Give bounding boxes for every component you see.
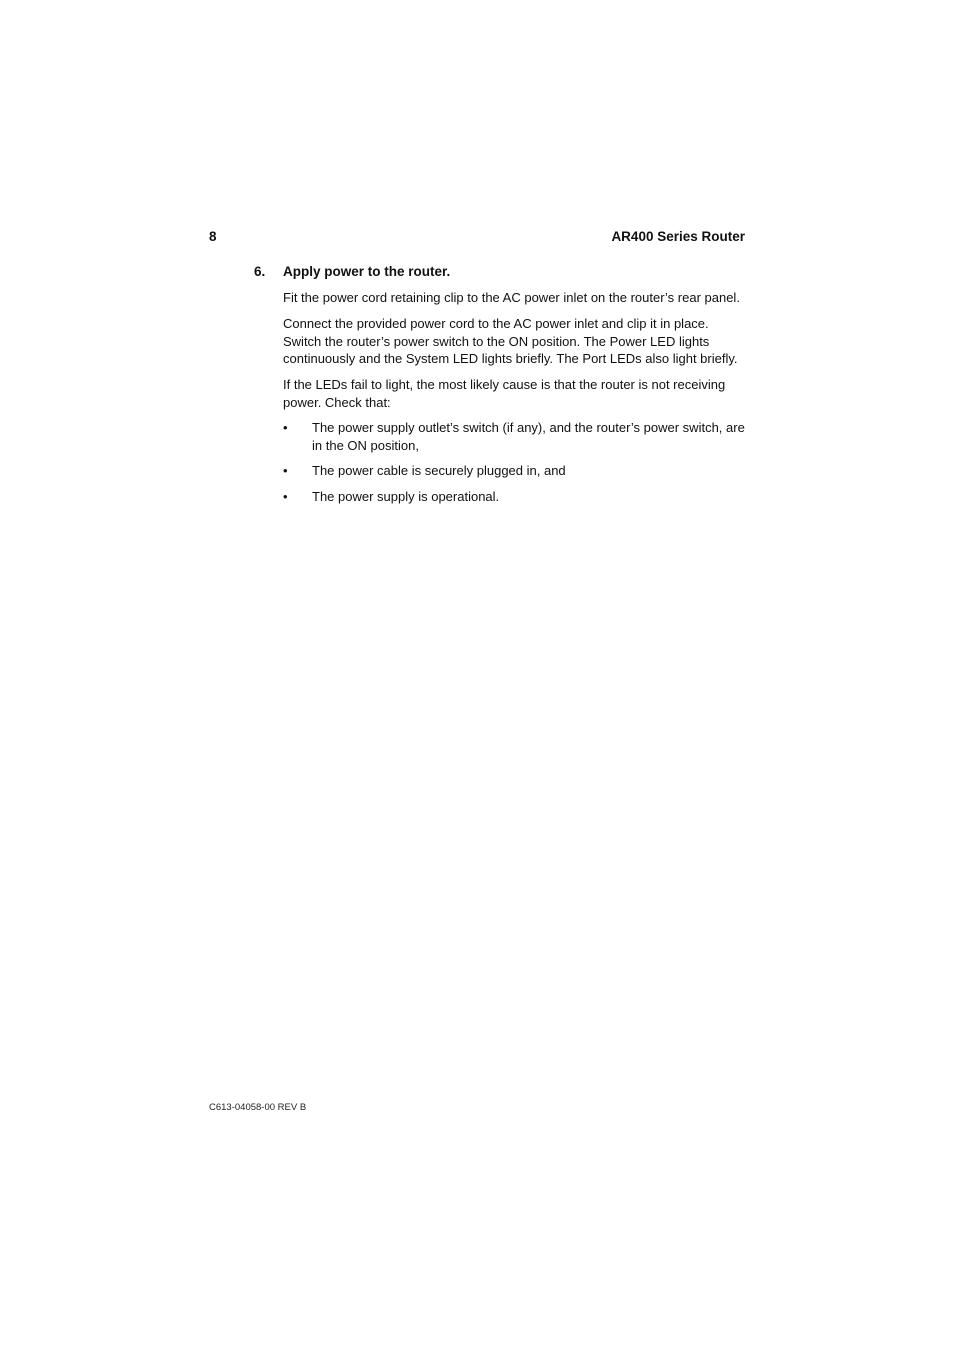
paragraph-connect-power: Connect the provided power cord to the AC power inlet and clip it in place. Switch the router’s power switch to the ON position. The Power LED lights continuously and the System LED lights briefly. The Port LEDs also light briefly. bbox=[283, 316, 738, 366]
step-title: Apply power to the router. bbox=[283, 264, 451, 279]
list-item bbox=[283, 488, 749, 506]
list-item bbox=[283, 462, 749, 480]
running-title: AR400 Series Router bbox=[611, 229, 745, 244]
page-number: 8 bbox=[209, 229, 217, 244]
bullet-icon: • bbox=[283, 463, 288, 478]
list-item-text: The power supply is operational. bbox=[312, 488, 500, 504]
paragraph-led-troubleshoot: If the LEDs fail to light, the most likely cause is that the router is not receiving power. Check that: bbox=[283, 377, 726, 410]
bullet-icon: • bbox=[283, 488, 288, 504]
bullet-icon: • bbox=[283, 420, 288, 435]
paragraph-power-clip: Fit the power cord retaining clip to the AC power inlet on the router’s rear panel. bbox=[283, 290, 740, 305]
step-number: 6. bbox=[254, 264, 266, 279]
list-item-text: The power supply outlet’s switch (if any), and the router’s power switch, are in the ON position, bbox=[312, 420, 745, 453]
list-item bbox=[283, 419, 749, 454]
step-heading bbox=[254, 263, 749, 281]
step-6 bbox=[254, 263, 749, 513]
step-body bbox=[254, 289, 749, 505]
list-item-text: The power cable is securely plugged in, and bbox=[312, 463, 566, 478]
check-list bbox=[283, 419, 749, 505]
footer-doc-code: C613-04058-00 REV B bbox=[209, 1102, 307, 1113]
